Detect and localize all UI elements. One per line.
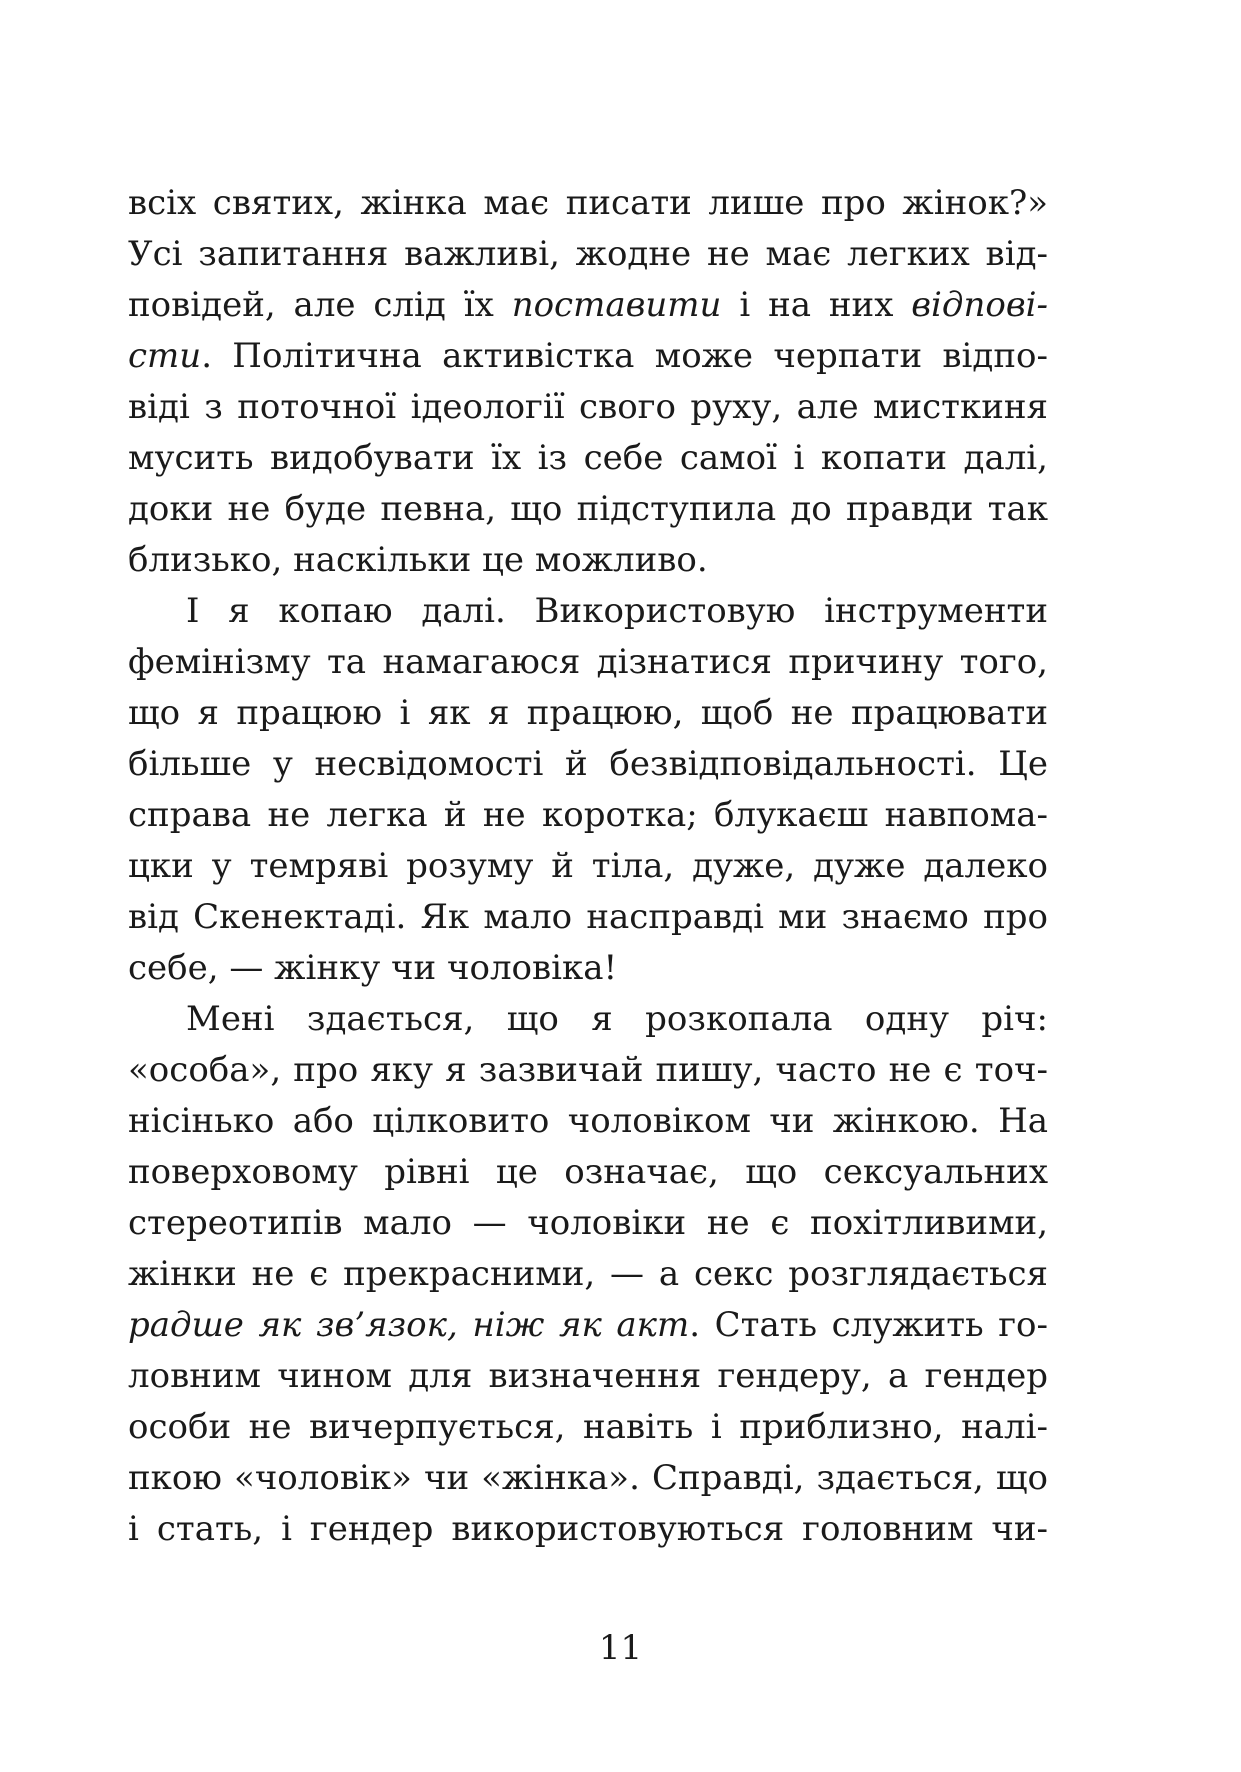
text-run: жінки не є прекрасними, — а секс розглядається	[128, 1254, 1048, 1294]
text-line	[128, 1504, 1048, 1555]
text-run: всіх святих, жінка має писати лише про жінок?»	[128, 183, 1048, 223]
italic-text: поставити	[511, 285, 722, 325]
text-line	[128, 484, 1048, 535]
text-run: цки у темряві розуму й тіла, дуже, дуже далеко	[128, 846, 1048, 886]
text-run: себе, — жінку чи чоловіка!	[128, 948, 618, 988]
text-line	[128, 1351, 1048, 1402]
text-line	[128, 178, 1048, 229]
text-run: «особа», про яку я зазвичай пишу, часто не є точ-	[128, 1050, 1048, 1090]
page-body	[128, 178, 1048, 1555]
text-run: нісінько або цілковито чоловіком чи жінкою. На	[128, 1101, 1048, 1141]
italic-text: сти	[128, 336, 202, 376]
text-line	[128, 892, 1048, 943]
text-run: і стать, і гендер використовуються головним чи-	[128, 1509, 1048, 1549]
text-run: і на них	[721, 285, 912, 325]
text-line	[128, 1453, 1048, 1504]
text-line	[128, 1045, 1048, 1096]
paragraph	[128, 178, 1048, 586]
text-line	[128, 943, 1048, 994]
page-number: 11	[598, 1628, 643, 1668]
text-line	[128, 280, 1048, 331]
text-line	[128, 1096, 1048, 1147]
italic-text: радше як зв’язок, ніж як акт	[128, 1305, 690, 1345]
text-line	[128, 994, 1048, 1045]
text-run: доки не буде певна, що підступила до правди так	[128, 489, 1048, 529]
text-run: більше у несвідомості й безвідповідальності. Це	[128, 744, 1048, 784]
text-run: ловним чином для визначення гендеру, а гендер	[128, 1356, 1048, 1396]
text-run: . Стать служить го-	[689, 1305, 1048, 1345]
text-line	[128, 229, 1048, 280]
text-line	[128, 433, 1048, 484]
text-run: віді з поточної ідеології свого руху, але мисткиня	[128, 387, 1048, 427]
paragraph	[128, 994, 1048, 1555]
text-line	[128, 1300, 1048, 1351]
text-run: повідей, але слід їх	[128, 285, 512, 325]
text-run: мусить видобувати їх із себе самої і копати далі,	[128, 438, 1048, 478]
text-run: справа не легка й не коротка; блукаєш навпома-	[128, 795, 1048, 835]
text-run: поверховому рівні це означає, що сексуальних	[128, 1152, 1048, 1192]
text-line	[128, 1147, 1048, 1198]
text-run: Усі запитання важливі, жодне не має легких від-	[128, 234, 1048, 274]
text-run: що я працюю і як я працюю, щоб не працювати	[128, 693, 1048, 733]
text-run: фемінізму та намагаюся дізнатися причину того,	[128, 642, 1048, 682]
text-line	[128, 790, 1048, 841]
text-line	[128, 841, 1048, 892]
text-run: близько, наскільки це можливо.	[128, 540, 708, 580]
text-run: . Політична активістка може черпати відпо-	[201, 336, 1048, 376]
text-line	[128, 637, 1048, 688]
text-run: І я копаю далі. Використовую інструменти	[186, 591, 1048, 631]
text-line	[128, 739, 1048, 790]
text-line	[128, 688, 1048, 739]
text-run: від Скенектаді. Як мало насправді ми знаємо про	[128, 897, 1048, 937]
text-line	[128, 1249, 1048, 1300]
text-line	[128, 1402, 1048, 1453]
text-line	[128, 586, 1048, 637]
text-run: особи не вичерпується, навіть і приблизно, налі-	[128, 1407, 1048, 1447]
text-run: стереотипів мало — чоловіки не є похітливими,	[128, 1203, 1048, 1243]
italic-text: відпові-	[911, 285, 1048, 325]
text-line	[128, 382, 1048, 433]
paragraph	[128, 586, 1048, 994]
text-run: Мені здається, що я розкопала одну річ:	[186, 999, 1048, 1039]
text-line	[128, 331, 1048, 382]
text-line	[128, 535, 1048, 586]
text-line	[128, 1198, 1048, 1249]
text-run: пкою «чоловік» чи «жінка». Справді, здається, що	[128, 1458, 1048, 1498]
